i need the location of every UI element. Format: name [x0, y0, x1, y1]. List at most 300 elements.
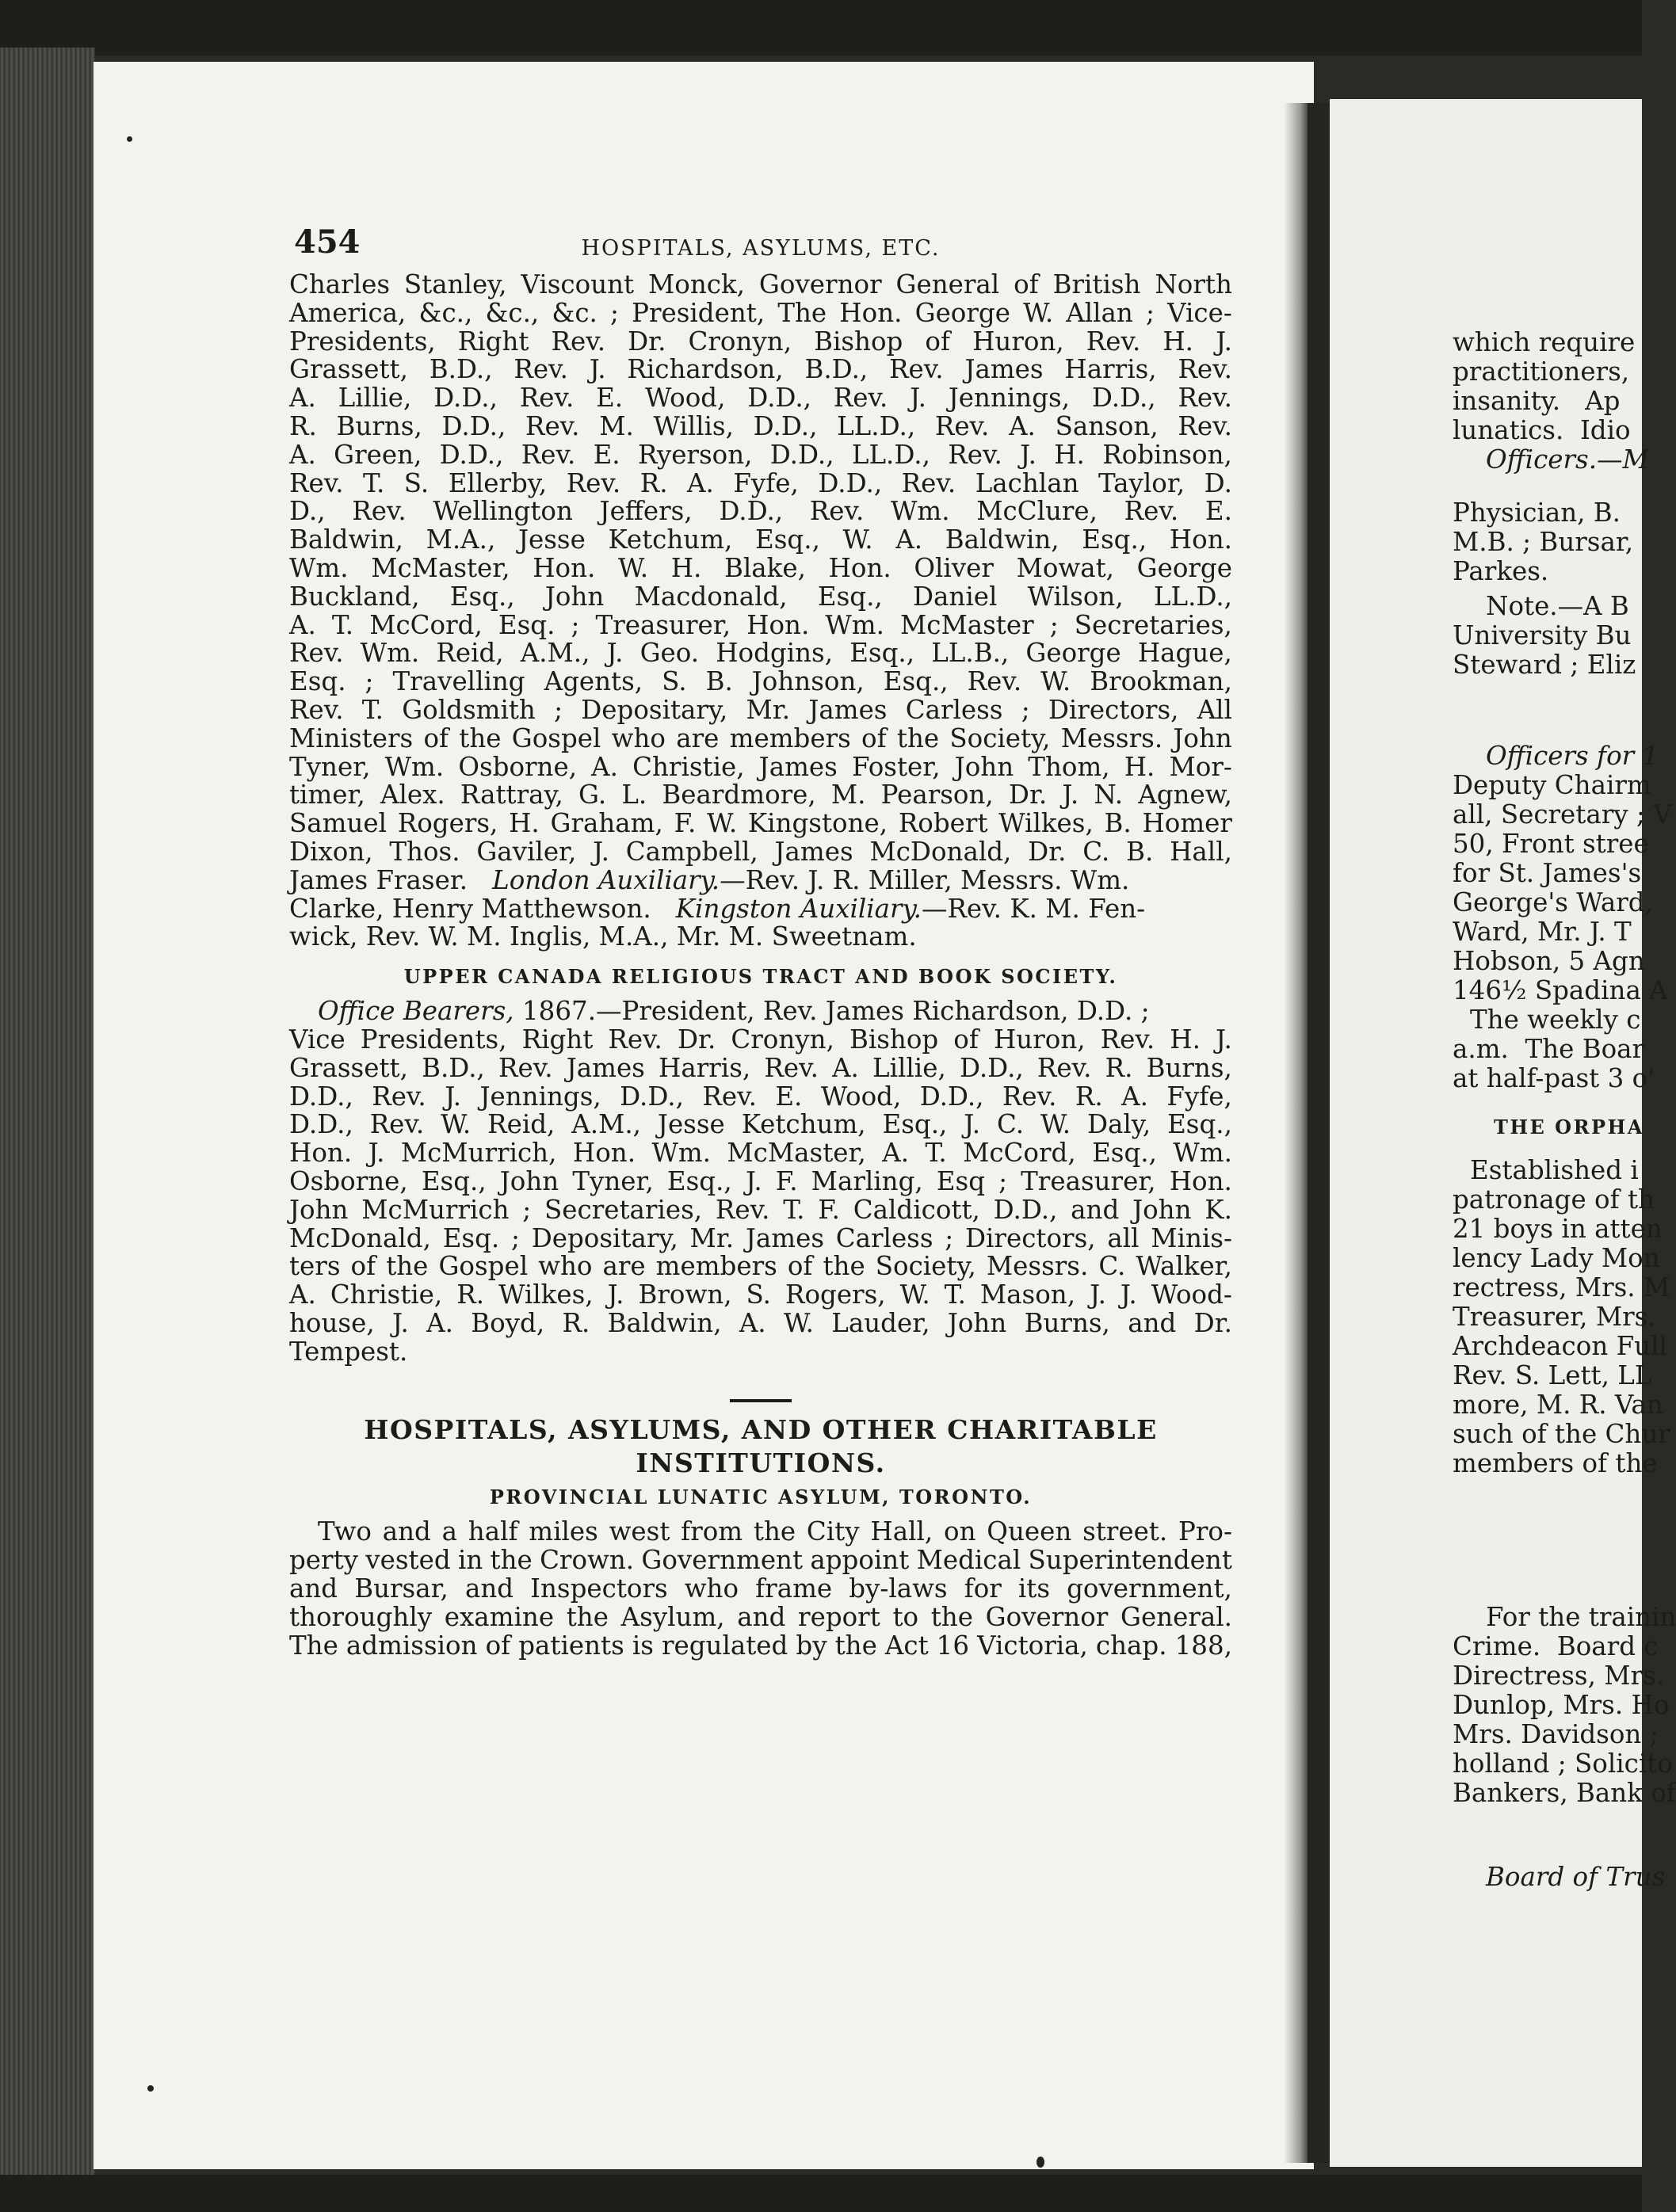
text-line: Steward ; Eliz — [1453, 650, 1636, 680]
word: H. — [509, 808, 540, 839]
word: Depositary, — [581, 694, 728, 725]
word: Esq — [936, 1165, 986, 1196]
word: Rev. — [809, 496, 865, 527]
word: members — [655, 1251, 777, 1282]
text-line — [289, 1307, 1232, 1338]
word: T. — [925, 1138, 947, 1169]
word: LL.D., — [851, 439, 930, 470]
word: Hall, — [1170, 836, 1232, 867]
word: L. — [621, 780, 647, 810]
word: Mowat, — [1016, 552, 1114, 583]
word: H. — [1054, 439, 1085, 470]
word: the — [459, 723, 502, 753]
word: McMaster — [900, 609, 1034, 640]
section-tract-society-officers — [289, 997, 1232, 1366]
word: W. — [1023, 297, 1054, 328]
word: J. — [607, 1280, 624, 1310]
word: examine — [444, 1601, 555, 1632]
word: James — [774, 836, 853, 867]
word: J. — [1020, 439, 1037, 470]
word: R. — [639, 467, 668, 498]
word: A. — [739, 1307, 766, 1338]
text-line — [289, 609, 1232, 640]
word: J. — [1216, 326, 1232, 357]
word: Rev. — [948, 439, 1002, 470]
word: Wm. — [825, 609, 884, 640]
word: D. — [1204, 467, 1232, 498]
word: D.D., — [753, 410, 818, 441]
word: Superintendent — [1028, 1545, 1232, 1576]
word: Secretaries, — [544, 1194, 703, 1225]
word: Esq., — [849, 638, 915, 669]
word: E. — [1205, 496, 1232, 527]
word: Hon. — [572, 1138, 636, 1169]
word: Reid, — [436, 638, 504, 669]
text-line: more, M. R. Van — [1453, 1390, 1663, 1420]
word: from — [681, 1516, 743, 1547]
word: Wm. — [651, 1138, 711, 1169]
text-line: Crime. Board c — [1453, 1631, 1659, 1661]
london-auxiliary-label: London Auxiliary. — [492, 864, 720, 895]
word: G. — [578, 780, 607, 810]
word: report — [798, 1601, 880, 1632]
word: Cronyn, — [688, 326, 792, 357]
word: J. — [445, 1081, 462, 1112]
text-line: Parkes. — [1453, 556, 1549, 586]
word: Wm. — [891, 496, 950, 527]
word: Rev. — [1178, 383, 1232, 414]
word: Right — [457, 326, 529, 357]
text-line — [289, 668, 1232, 696]
word: J. — [589, 354, 606, 385]
word: Rev. — [369, 1109, 425, 1140]
text-line: lency Lady Mon — [1453, 1243, 1660, 1273]
word: Medical — [916, 1545, 1021, 1576]
word: Hall, — [870, 1516, 933, 1547]
word: W. — [783, 1307, 814, 1338]
word: Rogers, — [397, 808, 498, 839]
word: the — [823, 1251, 865, 1282]
word: Rev. — [608, 1024, 662, 1055]
section-heading-lunatic-asylum: PROVINCIAL LUNATIC ASYLUM, TORONTO. — [489, 1485, 1033, 1509]
word: regulated — [661, 1630, 788, 1661]
office-bearers-label: Office Bearers, — [318, 996, 514, 1027]
text-line — [289, 356, 1232, 384]
word: McDonald, — [289, 1222, 431, 1253]
word: Rev. — [513, 354, 568, 385]
word: the — [930, 1601, 973, 1632]
word: America, — [289, 297, 407, 328]
word: frame — [755, 1573, 833, 1604]
word: Two — [318, 1516, 372, 1547]
word: James — [808, 694, 888, 725]
text-line: Established i — [1470, 1155, 1639, 1185]
word: and — [1128, 1307, 1177, 1338]
word: Fyfe, — [733, 467, 799, 498]
word: Wood, — [644, 383, 726, 414]
text-line — [289, 864, 1232, 895]
word: ; — [554, 694, 563, 725]
word: A. — [882, 1138, 910, 1169]
word: Wm. — [289, 552, 349, 583]
word: James — [566, 1052, 645, 1083]
word: Rev. — [566, 467, 621, 498]
word: Robert — [898, 808, 988, 839]
word: of — [861, 723, 887, 753]
text-line — [289, 526, 1232, 555]
text-line: practitioners, — [1453, 357, 1630, 387]
text-line: members of the — [1453, 1448, 1658, 1478]
word: Macdonald, — [634, 581, 788, 612]
word: Jennings, — [479, 1081, 601, 1112]
word: Bishop — [849, 1024, 939, 1055]
word: Esq., — [883, 666, 949, 697]
word: McMurrich — [361, 1194, 510, 1225]
scan-background-bottom — [0, 2175, 1642, 2212]
text-line — [289, 583, 1232, 612]
word: Fyfe, — [1166, 1081, 1232, 1112]
word: F. — [775, 1165, 798, 1196]
word: Reid, — [487, 1109, 555, 1140]
word: Governor — [985, 1601, 1109, 1632]
word: McDonald, — [869, 836, 1012, 867]
text-line: Deputy Chairm — [1453, 770, 1651, 800]
word: J. — [1062, 780, 1079, 810]
word: A. — [1009, 410, 1036, 441]
word: J. — [593, 836, 609, 867]
word: are — [602, 1251, 646, 1282]
word: Rev. — [289, 638, 344, 669]
word: Alex. — [380, 780, 445, 810]
word: vested — [365, 1545, 451, 1576]
word: Geo. — [639, 638, 700, 669]
word: D.D., — [441, 410, 506, 441]
word: Rev. — [1100, 1024, 1155, 1055]
word: thoroughly — [289, 1601, 433, 1632]
word: Marling, — [811, 1165, 923, 1196]
word: Brookman, — [1090, 666, 1232, 697]
text-run: —Rev. K. M. Fen- — [921, 893, 1146, 924]
word: D.D., — [289, 1109, 353, 1140]
text-line — [289, 467, 1232, 498]
gutter-shadow — [1284, 103, 1308, 2163]
word: Lauder, — [831, 1307, 930, 1338]
word: Thom, — [1028, 751, 1110, 782]
speck — [147, 2085, 154, 2092]
word: the — [566, 1601, 609, 1632]
text-line: Tempest. — [289, 1336, 408, 1367]
word: Jeffers, — [599, 496, 693, 527]
word: S. — [662, 666, 687, 697]
page-number: 454 — [294, 223, 361, 261]
text-line — [289, 1575, 1232, 1604]
word: H. — [1124, 751, 1155, 782]
word: John — [947, 1307, 1007, 1338]
word: Thos. — [389, 836, 460, 867]
word: Esq., — [1092, 1138, 1157, 1169]
word: Baldwin, — [607, 1307, 722, 1338]
word: Minis- — [1151, 1222, 1232, 1253]
word: the — [386, 1251, 429, 1282]
running-title: HOSPITALS, ASYLUMS, ETC. — [581, 236, 941, 261]
word: J. — [391, 1307, 409, 1338]
word: street. — [1082, 1516, 1168, 1547]
word: D.D., — [1091, 383, 1156, 414]
word: General — [895, 269, 1000, 299]
page-header — [289, 223, 1232, 271]
text-line: at half-past 3 o' — [1453, 1063, 1655, 1093]
word: Messrs. — [986, 1251, 1089, 1282]
word: Wellington — [433, 496, 573, 527]
word: D.D., — [433, 383, 498, 414]
word: perty — [289, 1545, 358, 1576]
word: A. — [687, 467, 714, 498]
word: Esq., — [1082, 524, 1147, 555]
word: Osborne, — [289, 1165, 408, 1196]
word: S. — [746, 1280, 771, 1310]
word: Jesse — [517, 524, 586, 555]
chapter-heading-line: INSTITUTIONS. — [636, 1447, 886, 1479]
word: Treasurer, — [595, 609, 731, 640]
word: M.A., — [426, 524, 496, 555]
word: Monck, — [648, 269, 746, 299]
word: Burns, — [1146, 1052, 1232, 1083]
section-heading-tract-society: UPPER CANADA RELIGIOUS TRACT AND BOOK SOCIETY. — [403, 965, 1118, 989]
word: Richardson, — [627, 354, 784, 385]
text-line — [289, 1546, 1232, 1575]
word: A. — [289, 609, 316, 640]
word: Wilson, — [1027, 581, 1124, 612]
word: &c., — [418, 297, 473, 328]
text-line: Officers.—M — [1486, 444, 1649, 475]
word: John — [954, 751, 1014, 782]
text-line — [289, 997, 1232, 1026]
word: A. — [289, 1280, 316, 1310]
word: Dixon, — [289, 836, 373, 867]
word: Crown. — [540, 1545, 635, 1576]
word: Victoria, — [977, 1630, 1088, 1661]
word: and — [289, 1573, 338, 1604]
word: Ketchum, — [608, 524, 733, 555]
text-line: 146½ Spadina A — [1453, 975, 1668, 1005]
word: Graham, — [550, 808, 663, 839]
word: R. — [456, 1280, 485, 1310]
word: B. — [705, 666, 733, 697]
word: Depositary, — [531, 1222, 678, 1253]
word: Bursar, — [354, 1573, 449, 1604]
text-line — [289, 441, 1232, 470]
word: Esq., — [817, 581, 883, 612]
text-line: all, Secretary ; V — [1453, 799, 1672, 830]
word: D.D., — [747, 383, 811, 414]
word: British — [1052, 269, 1141, 299]
word: All — [1197, 694, 1232, 725]
word: A. — [591, 751, 618, 782]
word: C. — [1082, 836, 1110, 867]
word: Esq., — [421, 1165, 487, 1196]
word: Travelling — [392, 666, 525, 697]
word: Rev. — [498, 1052, 553, 1083]
word: of — [787, 1251, 813, 1282]
word: D.D., — [769, 439, 834, 470]
chapter-heading-line: HOSPITALS, ASYLUMS, AND OTHER CHARITABLE — [364, 1414, 1158, 1446]
word: Huron, — [972, 326, 1064, 357]
word: Gospel — [511, 723, 601, 753]
word: A. — [832, 1052, 859, 1083]
word: Kingstone, — [747, 808, 888, 839]
word: Green, — [334, 439, 422, 470]
word: Rev. — [1178, 354, 1232, 385]
text-line: George's Ward, — [1453, 887, 1653, 917]
word: Beardmore, — [662, 780, 816, 810]
word: ; — [571, 609, 580, 640]
word: Rev. — [519, 383, 575, 414]
word: Presidents, — [360, 1024, 507, 1055]
word: W. — [1040, 1109, 1071, 1140]
word: Foster, — [851, 751, 941, 782]
word: Secretaries, — [1074, 609, 1232, 640]
word: Hon. — [1169, 1165, 1232, 1196]
text-line: 50, Front stree — [1453, 829, 1649, 859]
word: the — [490, 1545, 533, 1576]
word: Grassett, — [289, 1052, 408, 1083]
word: Carless — [835, 1222, 933, 1253]
page-text — [289, 223, 1232, 1661]
word: Carless — [905, 694, 1003, 725]
word: Esq., — [882, 1109, 948, 1140]
text-line: The weekly c — [1470, 1005, 1641, 1035]
word: B.D., — [429, 354, 493, 385]
word: LL.D., — [837, 410, 916, 441]
word: A.M., — [571, 1109, 642, 1140]
word: its — [1017, 1573, 1051, 1604]
word: J. — [910, 383, 926, 414]
word: Hon. — [828, 552, 891, 583]
text-run: —Rev. J. R. Miller, Messrs. Wm. — [720, 864, 1130, 895]
word: is — [632, 1630, 654, 1661]
word: Society, — [875, 1251, 976, 1282]
word: Wm. — [360, 638, 420, 669]
word: Burns, — [336, 410, 422, 441]
word: John — [1132, 1194, 1192, 1225]
text-line — [289, 1601, 1232, 1632]
word: Ryerson, — [637, 439, 753, 470]
text-line: insanity. Ap — [1453, 386, 1621, 416]
word: Boyd, — [471, 1307, 545, 1338]
text-run: James Fraser. — [289, 864, 468, 895]
word: of — [485, 1630, 511, 1661]
text-line: which require — [1453, 327, 1636, 357]
scan-background-top — [0, 0, 1642, 55]
word: President, — [632, 297, 765, 328]
word: Esq. — [289, 666, 346, 697]
word: for — [964, 1573, 1002, 1604]
text-line — [289, 1196, 1232, 1225]
word: admission — [346, 1630, 478, 1661]
word: Ketchum, — [741, 1109, 866, 1140]
text-line: wick, Rev. W. M. Inglis, M.A., Mr. M. Sweetnam. — [289, 921, 917, 952]
word: ; — [998, 1165, 1008, 1196]
word: Rev. — [525, 410, 580, 441]
text-line — [289, 781, 1232, 810]
word: Grassett, — [289, 354, 408, 385]
word: D.D., — [959, 1052, 1024, 1083]
word: the — [896, 723, 940, 753]
word: Tyner, — [572, 1165, 654, 1196]
word: Hon. — [839, 297, 903, 328]
word: E. — [775, 1081, 803, 1112]
word: W. — [618, 552, 649, 583]
word: H. — [670, 552, 702, 583]
word: 16 — [936, 1630, 970, 1661]
word: H. — [1163, 326, 1194, 357]
word: Rogers, — [785, 1280, 886, 1310]
word: Wm. — [1173, 1138, 1232, 1169]
word: half — [468, 1516, 518, 1547]
text-line — [289, 639, 1232, 668]
word: D.D., — [919, 1081, 984, 1112]
word: ; — [511, 1222, 520, 1253]
word: George — [1025, 638, 1121, 669]
section-divider — [730, 1399, 792, 1402]
word: Dr. — [1008, 780, 1048, 810]
word: T. — [363, 467, 385, 498]
word: Rattray, — [460, 780, 563, 810]
word: who — [684, 1573, 739, 1604]
word: timer, — [289, 780, 365, 810]
text-line — [289, 1111, 1232, 1139]
word: B. — [1126, 836, 1154, 867]
word: Baldwin, — [945, 524, 1059, 555]
word: R. — [1105, 1052, 1133, 1083]
text-line: Officers for 1 — [1486, 741, 1659, 771]
word: W. — [899, 1280, 930, 1310]
word: Baldwin, — [289, 524, 403, 555]
word: H. — [1170, 1024, 1201, 1055]
text-line: such of the Chur — [1453, 1419, 1670, 1449]
word: J. — [1090, 1280, 1106, 1310]
text-line: rectress, Mrs. M — [1453, 1272, 1670, 1302]
word: Right — [521, 1024, 594, 1055]
word: Mr. — [689, 1222, 735, 1253]
word: McCord, — [963, 1138, 1076, 1169]
text-line — [289, 1083, 1232, 1112]
text-line — [289, 328, 1232, 357]
word: McMaster, — [727, 1138, 866, 1169]
word: McCord, — [369, 609, 483, 640]
word: Wood- — [1151, 1280, 1232, 1310]
word: Rev. — [352, 496, 407, 527]
word: T. — [331, 609, 354, 640]
word: James — [758, 751, 838, 782]
word: The — [777, 297, 827, 328]
text-line: Dunlop, Mrs. Ho — [1453, 1690, 1670, 1720]
word: and — [737, 1601, 786, 1632]
word: and — [464, 1573, 514, 1604]
word: C. — [1098, 1251, 1126, 1282]
word: James — [964, 354, 1044, 385]
text-line: Ward, Mr. J. T — [1453, 917, 1632, 947]
word: of — [925, 326, 951, 357]
word: R. — [562, 1307, 590, 1338]
word: D., — [289, 496, 326, 527]
word: Mor- — [1169, 751, 1232, 782]
text-line: a.m. The Boar — [1453, 1034, 1645, 1064]
word: C. — [997, 1109, 1025, 1140]
text-line: University Bu — [1453, 620, 1632, 650]
word: Christie, — [330, 1280, 443, 1310]
word: by-laws — [849, 1573, 948, 1604]
